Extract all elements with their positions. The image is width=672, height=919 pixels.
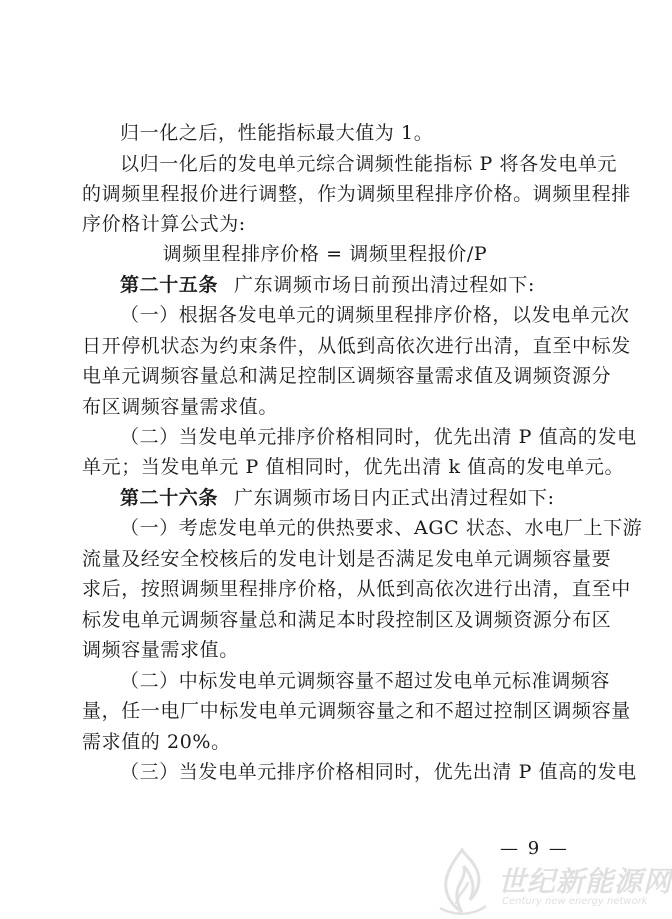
text-line: （一）考虑发电单元的供热要求、AGC 状态、水电厂上下游: [120, 517, 643, 539]
watermark-brand: 世纪新能源网: [498, 865, 672, 898]
text-line: 布区调频容量需求值。: [82, 396, 279, 418]
text-line: 标发电单元调频容量总和满足本时段控制区及调频资源分布区: [82, 609, 612, 631]
text-line: （二）当发电单元排序价格相同时，优先出清 P 值高的发电: [120, 426, 637, 448]
text-line: 序价格计算公式为:: [82, 213, 246, 235]
text-line: 流量及经安全校核后的发电计划是否满足发电单元调频容量要: [82, 548, 612, 570]
page-number: — 9 —: [500, 838, 569, 859]
text-line: 求后，按照调频里程排序价格，从低到高依次进行出清，直至中: [82, 578, 631, 600]
text-line: 电单元调频容量总和满足控制区调频容量需求值及调频资源分: [82, 365, 612, 387]
text-line: 归一化之后，性能指标最大值为 1。: [120, 122, 434, 144]
article-25-line: [120, 273, 535, 297]
watermark: [432, 846, 672, 916]
article-26-line: [120, 486, 555, 510]
text-line: 量，任一电厂中标发电单元调频容量之和不超过控制区调频容量: [82, 700, 631, 722]
article-25-text: 广东调频市场日前预出清过程如下:: [234, 274, 536, 296]
text-line: 需求值的 20%。: [82, 731, 231, 753]
flame-logo-icon: [432, 846, 492, 916]
text-line: 调频容量需求值。: [82, 639, 239, 661]
text-line: 日开停机状态为约束条件，从低到高依次进行出清，直至中标发: [82, 335, 631, 357]
article-26-text: 广东调频市场日内正式出清过程如下:: [234, 487, 555, 509]
text-line: （一）根据各发电单元的调频里程排序价格，以发电单元次: [120, 304, 630, 326]
text-line: （三）当发电单元排序价格相同时，优先出清 P 值高的发电: [120, 761, 637, 783]
text-line: 以归一化后的发电单元综合调频性能指标 P 将各发电单元: [120, 153, 618, 175]
text-line: （二）中标发电单元调频容量不超过发电单元标准调频容: [120, 670, 611, 692]
article-25-heading: 第二十五条: [120, 274, 219, 296]
text-line: 的调频里程报价进行调整，作为调频里程排序价格。调频里程排: [82, 183, 631, 205]
article-26-heading: 第二十六条: [120, 487, 219, 509]
text-line: 单元；当发电单元 P 值相同时，优先出清 k 值高的发电单元。: [82, 456, 625, 478]
formula-line: 调频里程排序价格 = 调频里程报价/P: [162, 243, 488, 265]
watermark-tagline: Century new energy network: [502, 896, 648, 907]
